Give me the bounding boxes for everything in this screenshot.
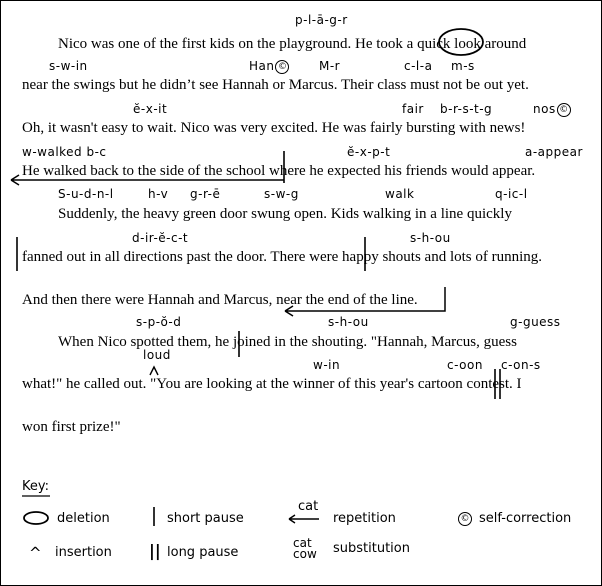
passage-line-8: When Nico spotted them, he joined in the shouting. "Hannah, Marcus, guess: [58, 334, 517, 350]
annotation-green: g-r-ē: [190, 187, 221, 201]
passage-line-9: what!" he called out. "You are looking at the winner of this year's cartoon contest. I: [22, 376, 522, 392]
key-self-correction-label: self-correction: [479, 511, 572, 526]
annotation-appear: a-appear: [525, 145, 583, 159]
passage-line-3: Oh, it wasn't easy to wait. Nico was very excited. He was fairly bursting with news!: [22, 120, 526, 136]
annotation-shouts: s-h-ou: [410, 231, 451, 245]
key-insertion-label: insertion: [55, 545, 112, 560]
annotation-fairly: fair: [402, 102, 424, 116]
passage-line-1: Nico was one of the first kids on the playground. He took a quick look around: [58, 36, 527, 52]
key-title: Key:: [22, 479, 50, 494]
annotation-heavy: h-v: [148, 187, 169, 201]
annotation-class: c-l-a: [404, 59, 433, 73]
annotation-shouting: s-h-ou: [328, 315, 369, 329]
key-self-correction-symbol: ©: [457, 511, 472, 527]
annotation-cartoon: c-oon: [447, 358, 483, 372]
passage-line-7: And then there were Hannah and Marcus, near the end of the line.: [22, 292, 418, 308]
annotation-contest: c-on-s: [501, 358, 541, 372]
key-deletion-label: deletion: [57, 511, 110, 526]
key-long-pause-symbol: ||: [149, 541, 161, 560]
annotation-swung: s-w-g: [264, 187, 299, 201]
key-substitution-bottom: cow: [293, 547, 317, 561]
annotation-playground: p-l-ā-g-r: [295, 13, 348, 27]
passage-line-5: Suddenly, the heavy green door swung open. Kids walking in a line quickly: [58, 206, 512, 222]
annotation-spotted: s-p-ŏ-d: [136, 315, 182, 329]
annotation-must: m-s: [451, 59, 475, 73]
self-correction-mark: ©: [275, 60, 289, 74]
annotation-quickly: q-ic-l: [495, 187, 528, 201]
key-substitution-top: cat: [293, 536, 312, 550]
annotation-walking: walk: [385, 187, 415, 201]
passage-line-6: fanned out in all directions past the door. There were happy shouts and lots of running.: [22, 249, 543, 265]
key-short-pause-label: short pause: [167, 511, 244, 526]
annotation-directions: d-ir-ĕ-c-t: [132, 231, 189, 245]
key-repetition-arrow: [289, 515, 319, 523]
key-insertion-symbol: ^: [29, 544, 42, 562]
annotation-swings: s-w-in: [49, 59, 88, 73]
key-long-pause-label: long pause: [167, 545, 239, 560]
key-substitution-label: substitution: [333, 541, 410, 556]
annotation-hannah: Han ©: [249, 59, 289, 74]
key-repetition-label: repetition: [333, 511, 396, 526]
annotation-easy: ĕ-x-it: [133, 102, 168, 116]
annotation-expected: ĕ-x-p-t: [347, 145, 391, 159]
passage-line-10: won first prize!": [22, 419, 121, 435]
passage-line-2: near the swings but he didn’t see Hannah or Marcus. Their class must not be out yet.: [22, 77, 529, 93]
annotation-winner: w-in: [313, 358, 341, 372]
key-deletion-symbol: [24, 512, 48, 524]
annotation-bursting: b-r-s-t-g: [440, 102, 493, 116]
annotation-loud: loud: [143, 348, 171, 362]
annotation-walked: w-walked b-c: [22, 145, 107, 159]
self-correction-mark: ©: [557, 103, 571, 117]
insertion-caret: [150, 367, 158, 375]
annotation-news: nos ©: [533, 102, 571, 117]
annotation-marcus: M-r: [319, 59, 341, 73]
key-repetition-word: cat: [298, 499, 319, 514]
passage-line-4: He walked back to the side of the school where he expected his friends would appear.: [22, 163, 536, 179]
annotation-guess: g-guess: [510, 315, 561, 329]
annotation-suddenly: S-u-d-n-l: [58, 187, 114, 201]
